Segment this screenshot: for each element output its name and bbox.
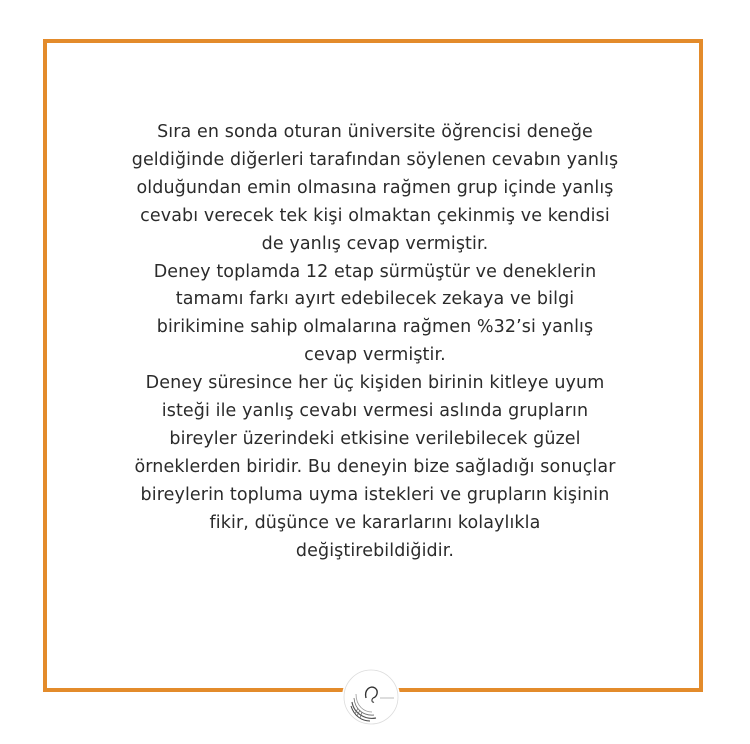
text-line: fikir, düşünce ve kararlarını kolaylıkla: [209, 512, 541, 533]
text-line: değiştirebildiğidir.: [295, 540, 455, 561]
text-line: Deney süresince her üç kişiden birinin kitleye uyum: [145, 373, 605, 394]
text-line: bireylerin topluma uyma istekleri ve grupların kişinin: [140, 484, 610, 505]
text-line: tamamı farkı ayırt edebilecek zekaya ve bilgi: [175, 289, 575, 310]
text-line: cevabı verecek tek kişi olmaktan çekinmiş ve kendisi: [140, 205, 610, 226]
text-line: geldiğinde diğerleri tarafından söylenen cevabın yanlış: [131, 149, 619, 170]
text-line: Sıra en sonda oturan üniversite öğrencisi deneğe: [157, 122, 593, 142]
text-line: örneklerden biridir. Bu deneyin bize sağladığı sonuçlar: [134, 456, 616, 477]
text-line: de yanlış cevap vermiştir.: [261, 233, 489, 254]
text-line: isteği ile yanlış cevabı vermesi aslında grupların: [161, 401, 589, 422]
text-line: olduğundan emin olmasına rağmen grup içinde yanlış: [136, 177, 614, 198]
text-line: cevap vermiştir.: [304, 345, 446, 366]
post-text: [90, 119, 660, 566]
brand-logo-icon: [342, 668, 400, 726]
text-line: birikimine sahip olmalarına rağmen %32’si yanlış: [156, 317, 594, 338]
text-line: Deney toplamda 12 etap sürmüştür ve deneklerin: [153, 261, 597, 282]
text-line: bireyler üzerindeki etkisine verilebilecek güzel: [169, 428, 581, 449]
